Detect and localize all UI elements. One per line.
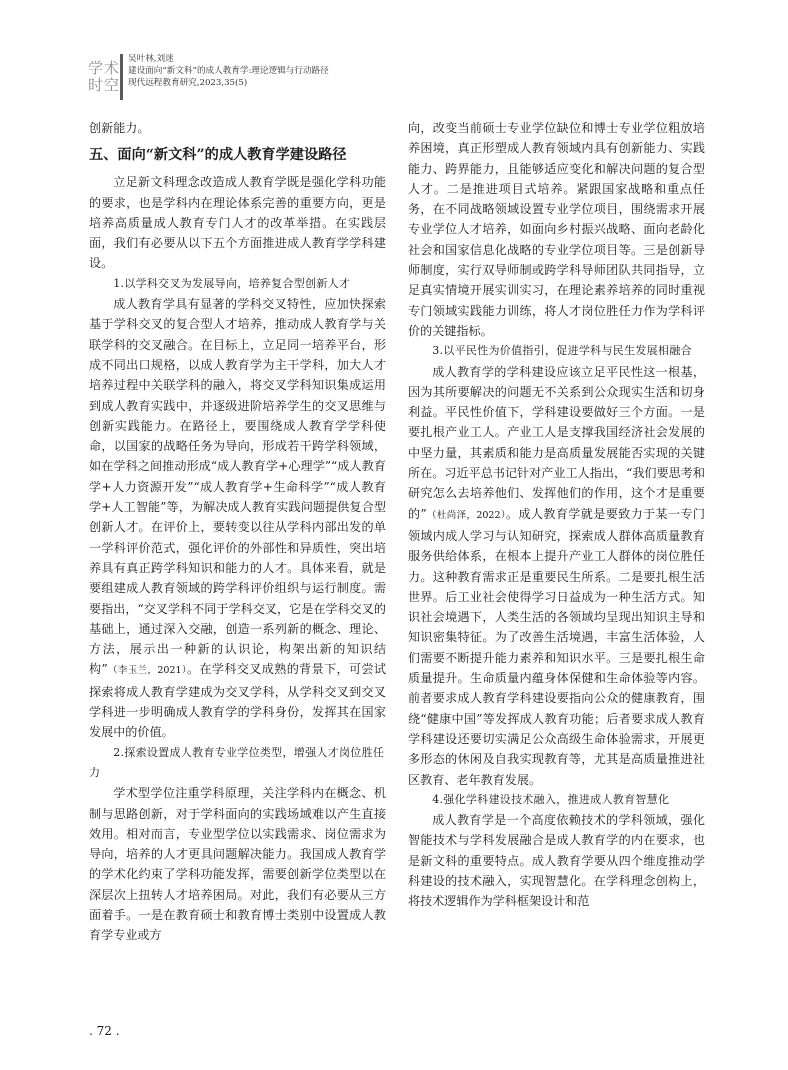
left-column [89,118,386,946]
section-heading: 五、面向“新文科”的成人教育学建设路径 [89,147,347,164]
citation-journal: 现代远程教育研究,2023,35(5) [128,78,248,88]
logo-line-2: 时空 [88,76,121,94]
logo-line-1: 学术 [88,59,121,77]
header-divider-bar [120,54,123,100]
paragraph: 立足新文科理念改造成人教育学既是强化学科功能的要求，也是学科内在理论体系完善的重要方向，更是培养高质量成人教育专门人才的改革举措。在实践层面，我们有必要从以下五个方面推进成人教育学学科建设。 [89,175,386,271]
citation-title: 建设面向“新文科”的成人教育学:理论逻辑与行动路径 [128,66,329,76]
paragraph-continued: 创新能力。 [89,121,150,135]
right-column [408,118,705,912]
paragraph [408,362,705,790]
paragraph-continued: 向，改变当前硕士专业学位缺位和博士专业学位粗放培养困境，真正形塑成人教育领域内具有创新能力、实践能力、跨界能力，且能够适应变化和解决问题的复合型人才。二是推进项目式培养。紧跟国家战略和重点任务，在不同战略领域设置专业学位项目，围绕需求开展专业学位人才培养，如面向乡村振兴战略、面向老龄化社会和国家信息化战略的专业学位项目等。三是创新导师制度，实行双导师制或跨学科导师团队共同指导，立足真实情境开展实训实习，在理论素养培养的同时重视专门领域实践能力训练，将人才岗位胜任力作为学科评价的关键指标。 [408,121,705,338]
paragraph-text: 。在学科交叉成熟的背景下，可尝试探索将成人教育学建成为交叉学科，从学科交叉到交叉学科进一步明确成人教育学的学科身份，发挥其在国家发展中的价值。 [89,662,386,740]
journal-logo [88,60,120,94]
subsection-heading-1: 1.以学科交叉为发展导向，培养复合型创新人才 [113,276,351,290]
paragraph-text: 成人教育学具有显著的学科交叉特性，应加快探索基于学科交叉的复合型人才培养，推动成人教育学与关联学科的交叉融合。在目标上，立足同一培养平台，形成不同出口规格，以成人教育学为主干学科，加大人才培养过程中关联学科的融入，将交叉学科知识集成运用到成人教育实践中，并逐级进阶培养学生的交叉思维与创新实践能力。在路径上，要围绕成人教育学学科使命，以国家的战略任务为导向，形成若干跨学科领域，如在学科之间推动形成“成人教育学+心理学”“成人教育学+人力资源开发”“成人教育学+生命科学”“成人教育学+人工智能”等，为解决成人教育实践问题提供复合型创新人才。在评价上，要转变以往从学科内部出发的单一学科评价范式，强化评价的外部性和异质性，突出培养具有真正跨学科知识和能力的人才。具体来看，就是要组建成人教育领域的跨学科评价组织与运行制度。需要指出，“交叉学科不同于学科交叉，它是在学科交叉的基础上，通过深入交融，创造一系列新的概念、理论、方法，展示出一种新的认识论，构架出新的知识结构” [89,297,386,677]
subsection-heading-4: 4.强化学科建设技术融入，推进成人教育智慧化 [432,792,670,806]
citation-authors: 吴叶林,刘迷 [128,54,174,64]
citation-block [128,53,329,89]
subsection-heading-3: 3.以平民性为价值指引，促进学科与民生发展相融合 [432,344,692,358]
subsection-heading-2: 2.探索设置成人教育专业学位类型，增强人才岗位胜任力 [89,745,385,779]
paragraph: 学术型学位注重学科原理，关注学科内在概念、机制与思路创新，对于学科面向的实践场域难以产生直接效用。相对而言，专业型学位以实践需求、岗位需求为导向，培养的人才更具问题解决能力。我国成人教育学的学术化约束了学科功能发挥，需要创新学位类型以在深层次上扭转人才培养困局。对此，我们有必要从三方面着手。一是在教育硕士和教育博士类别中设置成人教育学专业或方 [89,786,386,943]
running-header [88,54,708,100]
page-number: . 72 . [89,1024,120,1038]
paragraph-text: 成人教育学的学科建设应该立足平民性这一根基，因为其所要解决的问题无不关系到公众现实生活和切身利益。平民性价值下，学科建设要做好三个方面。一是要扎根产业工人。产业工人是支撑我国经济社会发展的中坚力量，其素质和能力是高质量发展能否实现的关键所在。习近平总书记针对产业工人指出，“我们要思考和研究怎么去培养他们、发挥他们的作用，这个才是重要的” [408,364,705,521]
paragraph-text: 。成人教育学就是要致力于某一专门领域内成人学习与认知研究，探索成人群体高质量教育服务供给体系，在根本上提升产业工人群体的岗位胜任力。这种教育需求正是重要民生所系。二是要扎根生活世界。后工业社会使得学习日益成为一种生活方式。知识社会境遇下，人类生活的各领域均呈现出知识主导和知识密集特征。为了改善生活境遇，丰富生活体验，人们需要不断提升能力素养和知识水平。三是要扎根生命质量提升。生命质量内蕴身体保健和生命体验等内容。前者要求成人教育学科建设要指向公众的健康教育，围绕“健康中国”等发挥成人教育功能；后者要求成人教育学科建设还要切实满足公众高级生命体验需求，开展更多形态的休闲及自我实现教育等，尤其是高质量推进社区教育、老年教育发展。 [408,506,705,787]
inline-citation: （杜尚泽，2022） [426,509,507,521]
paragraph: 成人教育学是一个高度依赖技术的学科领域，强化智能技术与学科发展融合是成人教育学的内在要求，也是新文科的重要特点。成人教育学要从四个维度推动学科建设的技术融入，实现智慧化。在学科理念创构上，将技术逻辑作为学科框架设计和范 [408,813,705,909]
paragraph [89,294,386,743]
inline-citation: （李玉兰，2021） [107,665,188,677]
